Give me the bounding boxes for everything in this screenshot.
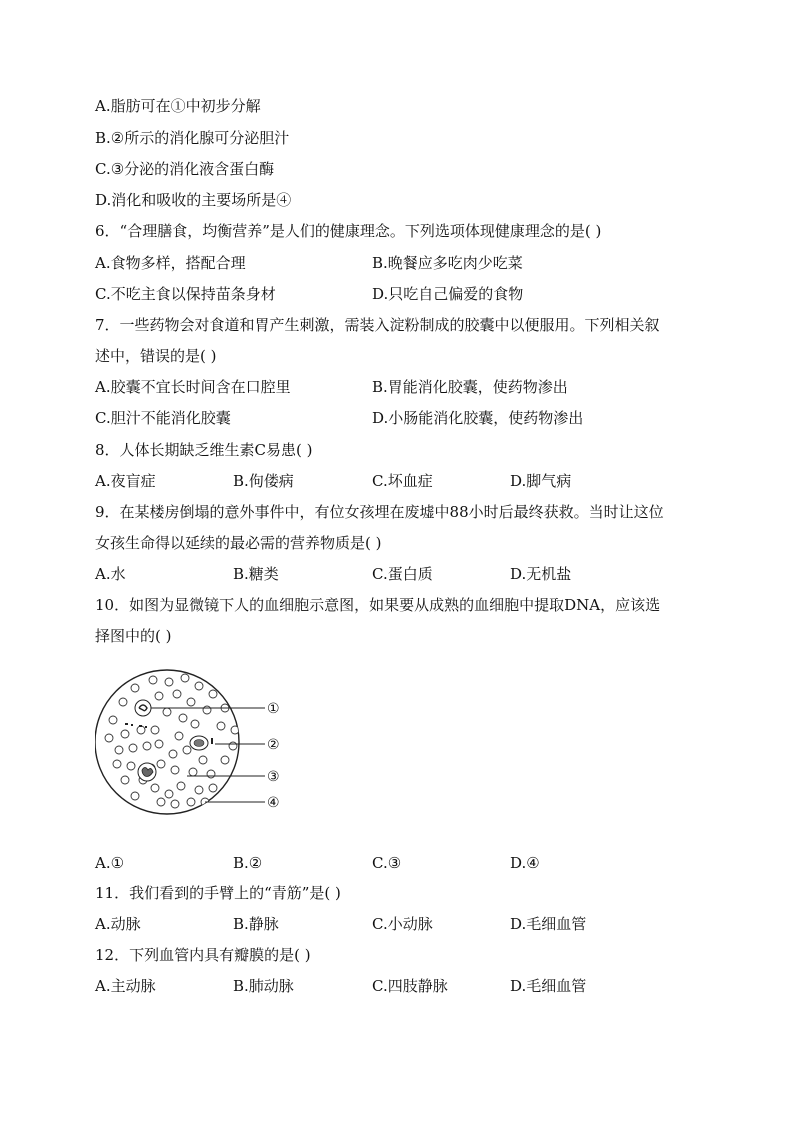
q5-option-a: A.脂肪可在①中初步分解 [95,97,261,115]
q5-option-d: D.消化和吸收的主要场所是④ [95,191,292,209]
q12-stem: 12．下列血管内具有瓣膜的是( ) [95,946,311,964]
q11-stem: 11．我们看到的手臂上的“青筋”是( ) [95,884,341,902]
q9-stem-line2: 女孩生命得以延续的最必需的营养物质是( ) [95,534,382,552]
q6-option-d: D.只吃自己偏爱的食物 [372,285,524,303]
q8-stem: 8．人体长期缺乏维生素C易患( ) [95,441,313,459]
q11-option-c: C.小动脉 [372,915,433,933]
q7-option-c: C.胆汁不能消化胶囊 [95,409,231,427]
q8-option-c: C.坏血症 [372,472,433,490]
q10-option-c: C.③ [372,854,402,872]
q7-option-b: B.胃能消化胶囊，使药物渗出 [372,378,568,396]
q7-option-d: D.小肠能消化胶囊，使药物渗出 [372,409,584,427]
q10-option-b: B.② [233,854,263,872]
diagram-label-3: ③ [267,769,280,785]
diagram-label-2: ② [267,737,280,753]
q10-option-d: D.④ [510,854,540,872]
q12-option-c: C.四肢静脉 [372,977,448,995]
q11-option-b: B.静脉 [233,915,279,933]
q6-option-a: A.食物多样，搭配合理 [95,254,246,272]
q8-option-d: D.脚气病 [510,472,572,490]
q7-stem-line1: 7．一些药物会对食道和胃产生刺激，需装入淀粉制成的胶囊中以便服用。下列相关叙 [95,316,660,334]
q9-option-a: A.水 [95,565,126,583]
q7-option-a: A.胶囊不宜长时间含在口腔里 [95,378,291,396]
q9-stem-line1: 9．在某楼房倒塌的意外事件中，有位女孩埋在废墟中88小时后最终获救。当时让这位 [95,503,664,521]
diagram-label-1: ① [267,701,280,717]
q8-option-b: B.佝偻病 [233,472,294,490]
diagram-label-4: ④ [267,795,280,811]
q10-stem-line2: 择图中的( ) [95,627,172,645]
q11-option-a: A.动脉 [95,915,141,933]
q5-option-c: C.③分泌的消化液含蛋白酶 [95,160,275,178]
q12-option-a: A.主动脉 [95,977,156,995]
q5-option-b: B.②所示的消化腺可分泌胆汁 [95,129,290,147]
q10-stem-line1: 10．如图为显微镜下人的血细胞示意图，如果要从成熟的血细胞中提取DNA，应该选 [95,596,661,614]
blood-cell-diagram [95,668,315,818]
q8-option-a: A.夜盲症 [95,472,156,490]
q9-option-c: C.蛋白质 [372,565,433,583]
q11-option-d: D.毛细血管 [510,915,587,933]
q12-option-b: B.肺动脉 [233,977,294,995]
q6-stem: 6．“合理膳食，均衡营养”是人们的健康理念。下列选项体现健康理念的是( ) [95,222,602,240]
q7-stem-line2: 述中，错误的是( ) [95,347,217,365]
q9-option-d: D.无机盐 [510,565,572,583]
q12-option-d: D.毛细血管 [510,977,587,995]
q9-option-b: B.糖类 [233,565,279,583]
q10-option-a: A.① [95,854,125,872]
q6-option-c: C.不吃主食以保持苗条身材 [95,285,276,303]
q6-option-b: B.晚餐应多吃肉少吃菜 [372,254,523,272]
